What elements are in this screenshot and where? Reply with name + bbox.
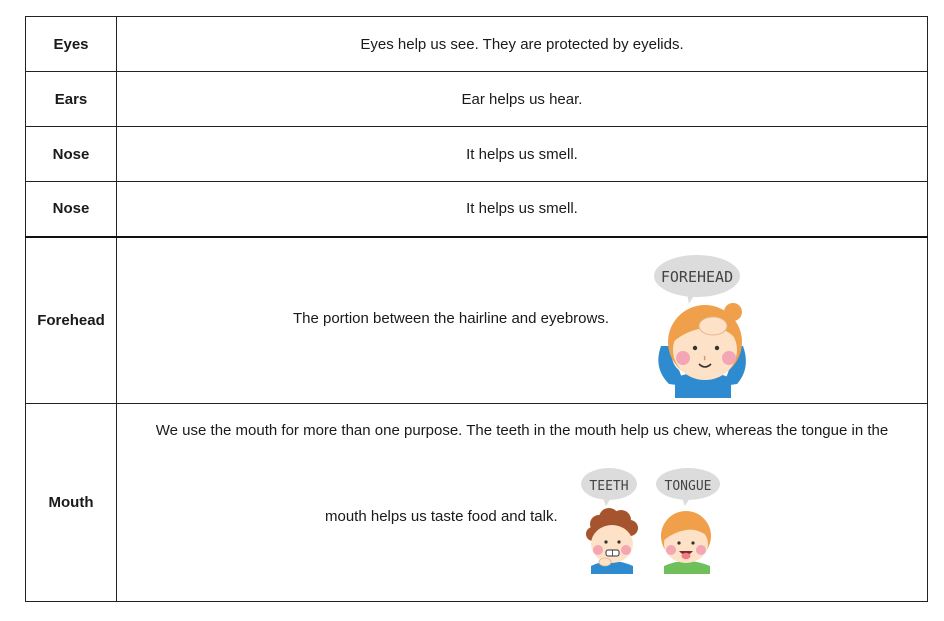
mouth-description-line2: mouth helps us taste food and talk.	[325, 507, 558, 525]
table-row-mouth	[26, 403, 928, 601]
body-parts-table	[25, 16, 928, 602]
description-cell: Eyes help us see. They are protected by eyelids.	[117, 17, 928, 72]
forehead-bubble-label: FOREHEAD	[660, 267, 734, 286]
description-cell: It helps us smell.	[117, 182, 928, 237]
table-row-ears	[26, 72, 928, 127]
description-cell	[117, 237, 928, 404]
table-row-eyes	[26, 17, 928, 72]
mouth-description-line1: We use the mouth for more than one purpose. The teeth in the mouth help us chew, whereas the tongue in the	[155, 421, 889, 439]
table-row-forehead	[26, 237, 928, 404]
part-name-cell: Eyes	[26, 17, 117, 72]
description-cell	[117, 403, 928, 601]
tongue-bubble-label: TONGUE	[664, 478, 712, 494]
forehead-kid-illustration	[647, 250, 757, 398]
part-name-cell: Nose	[26, 182, 117, 237]
teeth-kid-illustration	[579, 466, 649, 574]
part-name-cell: Nose	[26, 127, 117, 182]
forehead-description: The portion between the hairline and eyebrows.	[292, 309, 610, 327]
part-name-cell: Mouth	[26, 403, 117, 601]
table-row-nose-duplicate	[26, 182, 928, 237]
part-name-cell: Ears	[26, 72, 117, 127]
description-cell: It helps us smell.	[117, 127, 928, 182]
part-name-cell: Forehead	[26, 237, 117, 404]
teeth-bubble-label: TEETH	[589, 478, 629, 494]
description-cell: Ear helps us hear.	[117, 72, 928, 127]
table-row-nose	[26, 127, 928, 182]
tongue-kid-illustration	[650, 466, 724, 574]
